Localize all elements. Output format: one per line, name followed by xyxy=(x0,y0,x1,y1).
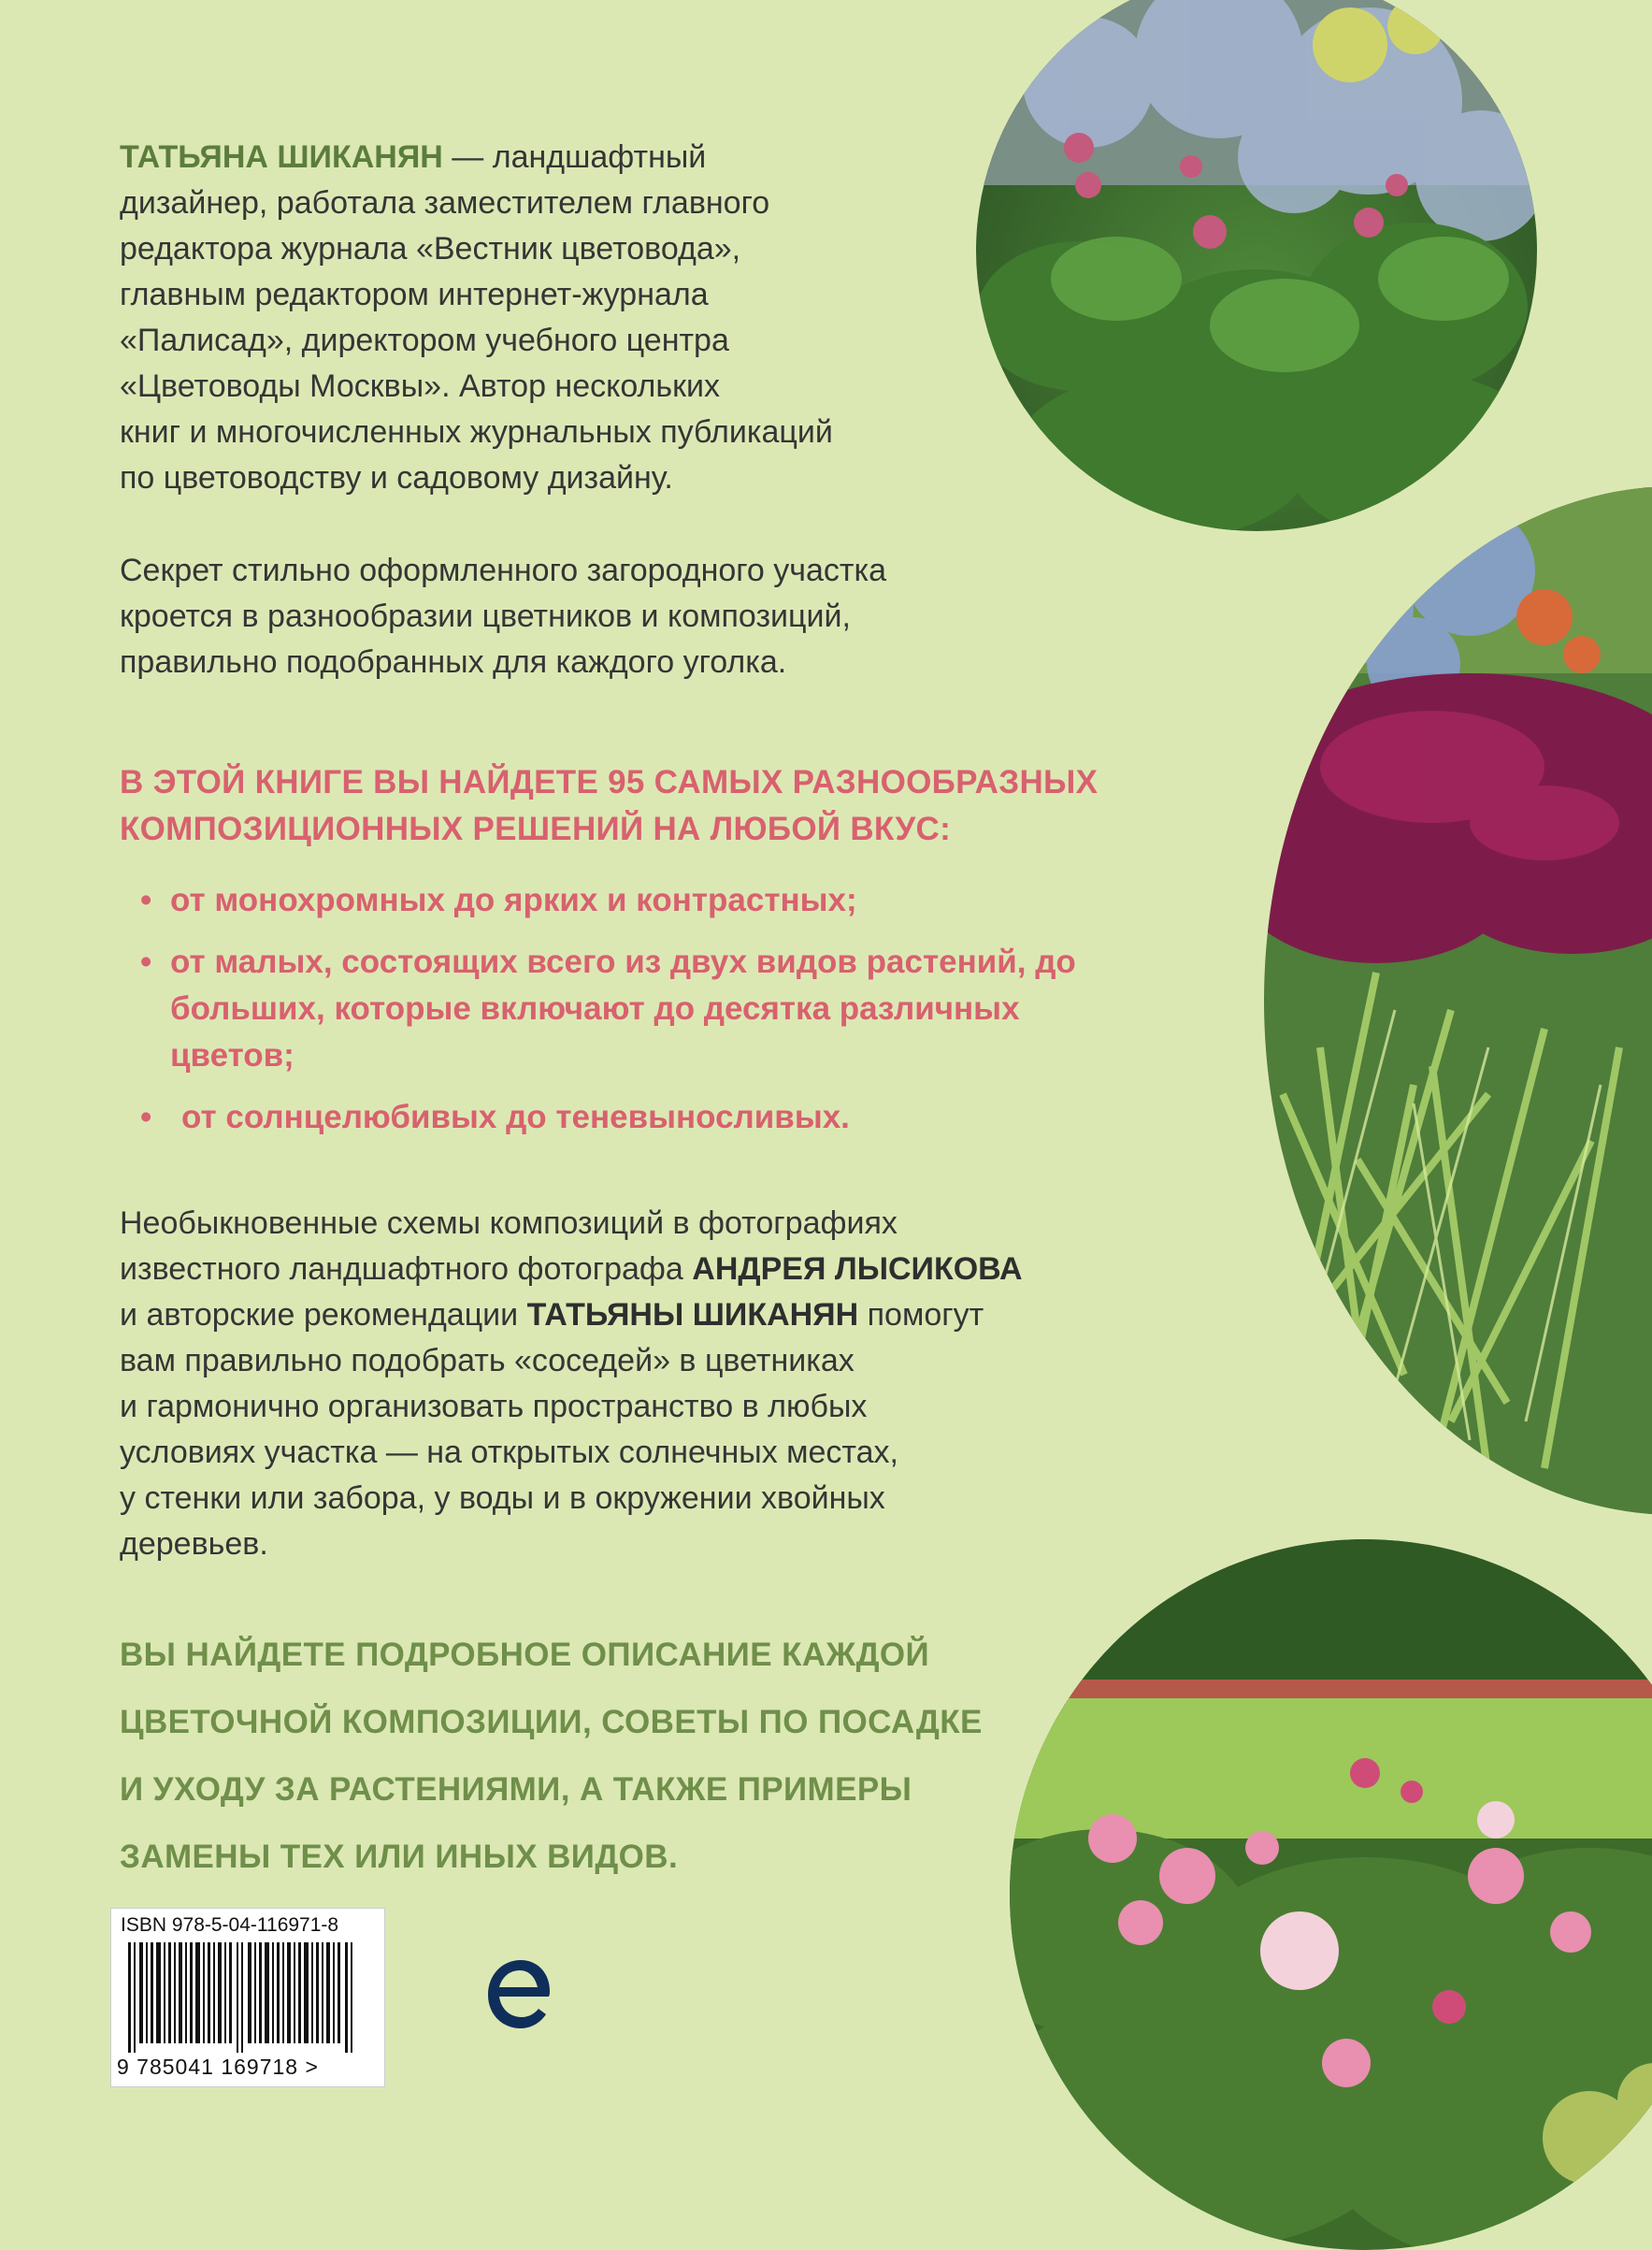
bio-line: книг и многочисленных журнальных публикаций xyxy=(120,414,833,450)
highlight-heading-line: В ЭТОЙ КНИГЕ ВЫ НАЙДЕТЕ 95 САМЫХ РАЗНООБРАЗНЫХ xyxy=(120,764,1099,800)
barcode-icon xyxy=(119,1942,377,2053)
author-name-inline: ТАТЬЯНЫ ШИКАНЯН xyxy=(526,1297,859,1333)
description-line: условиях участка — на открытых солнечных местах, xyxy=(120,1435,898,1470)
isbn-barcode xyxy=(110,1908,385,2087)
bergenia-photo-illustration xyxy=(976,0,1537,531)
bio-line: дизайнер, работала заместителем главного xyxy=(120,185,770,221)
features-note-line: ЦВЕТОЧНОЙ КОМПОЗИЦИИ, СОВЕТЫ ПО ПОСАДКЕ xyxy=(120,1704,983,1740)
author-name: ТАТЬЯНА ШИКАНЯН xyxy=(120,139,443,175)
bio-line: «Цветоводы Москвы». Автор нескольких xyxy=(120,368,720,404)
features-note-line: ВЫ НАЙДЕТЕ ПОДРОБНОЕ ОПИСАНИЕ КАЖДОЙ xyxy=(120,1637,930,1673)
bullet-icon: • xyxy=(140,944,152,980)
description-paragraph xyxy=(120,1201,1148,1567)
description-line: у стенки или забора, у воды и в окружении хвойных xyxy=(120,1480,885,1516)
barcode-digits: 9 785041 169718 > xyxy=(117,2055,319,2079)
description-line: и авторские рекомендации ТАТЬЯНЫ ШИКАНЯН помогут xyxy=(120,1297,984,1333)
intro-paragraph xyxy=(120,548,1111,685)
bio-line: по цветоводству и садовому дизайну. xyxy=(120,460,673,496)
description-line: известного ландшафтного фотографа АНДРЕЯ ЛЫСИКОВА xyxy=(120,1251,1023,1287)
publisher-e-logo-icon xyxy=(481,1955,555,2030)
list-item: • от монохромных до ярких и контрастных; xyxy=(140,877,1131,924)
peony-photo-illustration xyxy=(1010,1539,1652,2250)
bergenia-garden-photo xyxy=(976,0,1537,531)
bio-line: главным редактором интернет-журнала xyxy=(120,277,709,312)
intro-line: Секрет стильно оформленного загородного участка xyxy=(120,553,886,588)
photographer-name: АНДРЕЯ ЛЫСИКОВА xyxy=(692,1251,1023,1287)
features-note-line: И УХОДУ ЗА РАСТЕНИЯМИ, А ТАКЖЕ ПРИМЕРЫ xyxy=(120,1771,912,1808)
peony-lawn-garden-photo xyxy=(1010,1539,1652,2250)
intro-line: правильно подобранных для каждого уголка. xyxy=(120,644,787,680)
isbn-label: ISBN 978-5-04-116971-8 xyxy=(121,1914,339,1936)
features-note xyxy=(120,1622,1055,1891)
description-line: деревьев. xyxy=(120,1526,268,1562)
list-item: • от малых, состоящих всего из двух видов растений, до больших, которые включают до десятка различных цветов; xyxy=(140,939,1105,1079)
bio-line: редактора журнала «Вестник цветовода», xyxy=(120,231,741,267)
highlight-heading xyxy=(120,759,1111,853)
description-line: и гармонично организовать пространство в любых xyxy=(120,1389,868,1424)
features-note-line: ЗАМЕНЫ ТЕХ ИЛИ ИНЫХ ВИДОВ. xyxy=(120,1839,679,1875)
bio-line: «Палисад», директором учебного центра xyxy=(120,323,729,358)
bullet-icon: • xyxy=(140,1099,152,1135)
description-line: Необыкновенные схемы композиций в фотографиях xyxy=(120,1205,898,1241)
highlight-heading-line: КОМПОЗИЦИОННЫХ РЕШЕНИЙ НА ЛЮБОЙ ВКУС: xyxy=(120,811,952,847)
description-line: вам правильно подобрать «соседей» в цветниках xyxy=(120,1343,855,1378)
highlight-bullet-list xyxy=(140,877,1131,1156)
list-item: • от солнцелюбивых до теневыносливых. xyxy=(140,1094,1131,1141)
foliage-photo-illustration xyxy=(1264,486,1652,1515)
intro-line: кроется в разнообразии цветников и композиций, xyxy=(120,599,851,634)
bio-line-1: ТАТЬЯНА ШИКАНЯН — ландшафтный xyxy=(120,139,707,175)
purple-foliage-and-grasses-photo xyxy=(1264,486,1652,1515)
bullet-icon: • xyxy=(140,882,152,918)
author-bio xyxy=(120,135,961,501)
